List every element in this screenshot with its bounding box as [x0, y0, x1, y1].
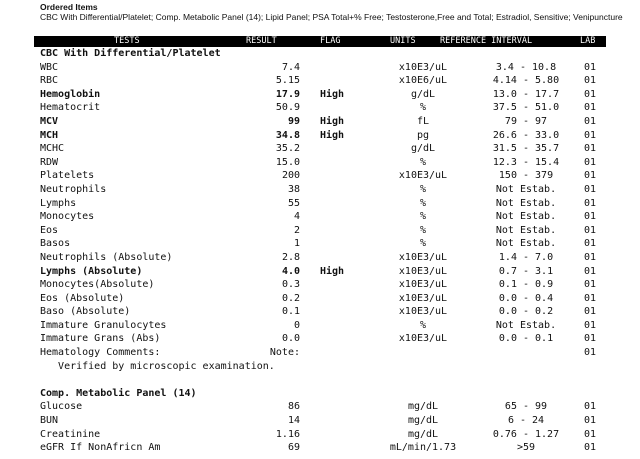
header-flag: FLAG — [320, 36, 341, 46]
reference-interval: 6 - 24 — [507, 415, 545, 427]
result-value: 14 — [287, 415, 300, 427]
table-row — [0, 183, 640, 197]
units-value: % — [419, 197, 427, 209]
table-row — [0, 210, 640, 224]
section-heading — [0, 387, 640, 401]
test-name: Neutrophils (Absolute) — [40, 251, 173, 263]
result-value: 1.16 — [275, 428, 300, 440]
test-name: Lymphs — [40, 197, 77, 209]
units-value: mL/min/1.73 — [389, 442, 457, 454]
units-value: x10E3/uL — [398, 306, 448, 318]
table-row — [0, 265, 640, 279]
test-name: MCHC — [40, 143, 65, 155]
reference-interval: 0.76 - 1.27 — [492, 428, 560, 440]
table-row — [0, 129, 640, 143]
reference-interval: Not Estab. — [495, 211, 557, 223]
reference-interval: 26.6 - 33.0 — [492, 129, 560, 141]
result-value: 0.1 — [281, 306, 300, 318]
result-value: 15.0 — [275, 156, 300, 168]
ordered-items-title: Ordered Items — [40, 2, 98, 12]
comment-row — [0, 360, 640, 374]
table-row — [0, 224, 640, 238]
results-table-body — [0, 47, 640, 455]
result-value: 7.4 — [281, 61, 300, 73]
flag-value: High — [320, 115, 345, 127]
reference-interval: 0.0 - 0.2 — [498, 306, 554, 318]
table-row — [0, 156, 640, 170]
flag-value: High — [320, 265, 345, 277]
units-value: x10E6/uL — [398, 75, 448, 87]
units-value: x10E3/uL — [398, 292, 448, 304]
lab-code: 01 — [584, 197, 597, 209]
lab-code: 01 — [584, 224, 597, 236]
ordered-items — [40, 2, 630, 22]
results-table-header — [34, 36, 606, 47]
table-row — [0, 197, 640, 211]
table-row — [0, 278, 640, 292]
lab-code: 01 — [584, 129, 597, 141]
table-row — [0, 346, 640, 360]
result-value: 38 — [287, 183, 300, 195]
table-row — [0, 292, 640, 306]
table-row — [0, 332, 640, 346]
table-row — [0, 414, 640, 428]
result-value: Note: — [269, 347, 300, 359]
table-row — [0, 305, 640, 319]
reference-interval: 12.3 - 15.4 — [492, 156, 560, 168]
header-lab: LAB — [580, 36, 596, 46]
test-name: Glucose — [40, 401, 83, 413]
test-name: Platelets — [40, 170, 95, 182]
test-name: Monocytes — [40, 211, 95, 223]
reference-interval: 4.14 - 5.80 — [492, 75, 560, 87]
result-value: 200 — [281, 170, 300, 182]
test-name: Hemoglobin — [40, 88, 101, 100]
result-value: 55 — [287, 197, 300, 209]
units-value: % — [419, 238, 427, 250]
result-value: 2 — [293, 224, 300, 236]
reference-interval: 0.7 - 3.1 — [498, 265, 554, 277]
table-row — [0, 142, 640, 156]
result-value: 4 — [293, 211, 300, 223]
lab-code: 01 — [584, 102, 597, 114]
units-value: x10E3/uL — [398, 265, 448, 277]
result-value: 0.3 — [281, 279, 300, 291]
table-row — [0, 319, 640, 333]
result-value: 2.8 — [281, 251, 300, 263]
table-row — [0, 74, 640, 88]
units-value: g/dL — [410, 143, 436, 155]
result-value: 5.15 — [275, 75, 300, 87]
result-value: 50.9 — [275, 102, 300, 114]
units-value: % — [419, 156, 427, 168]
section-title: CBC With Differential/Platelet — [40, 48, 221, 59]
flag-value: High — [320, 129, 345, 141]
lab-code: 01 — [584, 333, 597, 345]
test-name: eGFR If NonAfricn Am — [40, 442, 161, 454]
header-reference-interval: REFERENCE INTERVAL — [440, 36, 533, 46]
section-heading — [0, 47, 640, 61]
units-value: mg/dL — [407, 415, 439, 427]
table-row — [0, 115, 640, 129]
test-name: BUN — [40, 415, 59, 427]
table-row — [0, 400, 640, 414]
result-value: 0.0 — [281, 333, 300, 345]
test-name: Baso (Absolute) — [40, 306, 131, 318]
test-name: Hematology Comments: — [40, 347, 161, 359]
test-name: Basos — [40, 238, 71, 250]
reference-interval: Not Estab. — [495, 224, 557, 236]
lab-code: 01 — [584, 75, 597, 87]
lab-code: 01 — [584, 156, 597, 168]
reference-interval: 150 - 379 — [498, 170, 554, 182]
reference-interval: Not Estab. — [495, 319, 557, 331]
units-value: x10E3/uL — [398, 333, 448, 345]
table-row — [0, 61, 640, 75]
result-value: 99 — [287, 115, 300, 127]
test-name: MCH — [40, 129, 59, 141]
result-value: 4.0 — [281, 265, 300, 277]
header-units: UNITS — [390, 36, 416, 46]
reference-interval: 13.0 - 17.7 — [492, 88, 560, 100]
lab-code: 01 — [584, 115, 597, 127]
lab-code: 01 — [584, 143, 597, 155]
lab-code: 01 — [584, 415, 597, 427]
comment-text: Verified by microscopic examination. — [40, 360, 275, 372]
result-value: 34.8 — [275, 129, 300, 141]
lab-code: 01 — [584, 279, 597, 291]
table-row — [0, 441, 640, 455]
units-value: g/dL — [410, 88, 436, 100]
reference-interval: >59 — [516, 442, 536, 454]
lab-code: 01 — [584, 428, 597, 440]
reference-interval: 3.4 - 10.8 — [495, 61, 557, 73]
result-value: 69 — [287, 442, 300, 454]
table-row — [0, 251, 640, 265]
lab-code: 01 — [584, 442, 597, 454]
test-name: Lymphs (Absolute) — [40, 265, 143, 277]
table-row — [0, 101, 640, 115]
units-value: x10E3/uL — [398, 61, 448, 73]
result-value: 1 — [293, 238, 300, 250]
reference-interval: Not Estab. — [495, 197, 557, 209]
reference-interval: 0.1 - 0.9 — [498, 279, 554, 291]
reference-interval: 79 - 97 — [504, 115, 548, 127]
lab-code: 01 — [584, 401, 597, 413]
units-value: fL — [416, 115, 430, 127]
test-name: Creatinine — [40, 428, 101, 440]
table-row — [0, 237, 640, 251]
units-value: mg/dL — [407, 428, 439, 440]
units-value: % — [419, 319, 427, 331]
result-value: 17.9 — [275, 88, 300, 100]
test-name: WBC — [40, 61, 59, 73]
lab-code: 01 — [584, 306, 597, 318]
test-name: RBC — [40, 75, 59, 87]
result-value: 0 — [293, 319, 300, 331]
result-value: 0.2 — [281, 292, 300, 304]
units-value: % — [419, 183, 427, 195]
test-name: RDW — [40, 156, 59, 168]
result-value: 35.2 — [275, 143, 300, 155]
units-value: x10E3/uL — [398, 279, 448, 291]
header-result: RESULT — [246, 36, 277, 46]
lab-code: 01 — [584, 238, 597, 250]
units-value: % — [419, 102, 427, 114]
units-value: x10E3/uL — [398, 170, 448, 182]
units-value: mg/dL — [407, 401, 439, 413]
reference-interval: 37.5 - 51.0 — [492, 102, 560, 114]
ordered-items-text: CBC With Differential/Platelet; Comp. Metabolic Panel (14); Lipid Panel; PSA Total+% Free; Testosterone,Free and Total; Estradiol, Sensitive; Venipuncture — [40, 12, 623, 22]
units-value: x10E3/uL — [398, 251, 448, 263]
flag-value: High — [320, 88, 345, 100]
lab-code: 01 — [584, 319, 597, 331]
reference-interval: 0.0 - 0.1 — [498, 333, 554, 345]
lab-code: 01 — [584, 265, 597, 277]
result-value: 86 — [287, 401, 300, 413]
table-row — [0, 88, 640, 102]
lab-code: 01 — [584, 170, 597, 182]
reference-interval: Not Estab. — [495, 238, 557, 250]
lab-code: 01 — [584, 183, 597, 195]
header-tests: TESTS — [114, 36, 140, 46]
lab-code: 01 — [584, 61, 597, 73]
reference-interval: Not Estab. — [495, 183, 557, 195]
test-name: Neutrophils — [40, 183, 107, 195]
units-value: % — [419, 224, 427, 236]
lab-code: 01 — [584, 211, 597, 223]
table-row — [0, 428, 640, 442]
test-name: Monocytes(Absolute) — [40, 279, 155, 291]
lab-code: 01 — [584, 292, 597, 304]
reference-interval: 65 - 99 — [504, 401, 548, 413]
lab-code: 01 — [584, 251, 597, 263]
units-value: pg — [416, 129, 430, 141]
test-name: MCV — [40, 115, 59, 127]
reference-interval: 31.5 - 35.7 — [492, 143, 560, 155]
lab-code: 01 — [584, 88, 597, 100]
test-name: Eos — [40, 224, 59, 236]
lab-code: 01 — [584, 347, 597, 359]
test-name: Hematocrit — [40, 102, 101, 114]
table-row — [0, 169, 640, 183]
units-value: % — [419, 211, 427, 223]
test-name: Immature Granulocytes — [40, 319, 167, 331]
test-name: Eos (Absolute) — [40, 292, 125, 304]
test-name: Immature Grans (Abs) — [40, 333, 161, 345]
section-title: Comp. Metabolic Panel (14) — [40, 387, 197, 399]
spacer-row — [0, 373, 640, 387]
reference-interval: 0.0 - 0.4 — [498, 292, 554, 304]
reference-interval: 1.4 - 7.0 — [498, 251, 554, 263]
